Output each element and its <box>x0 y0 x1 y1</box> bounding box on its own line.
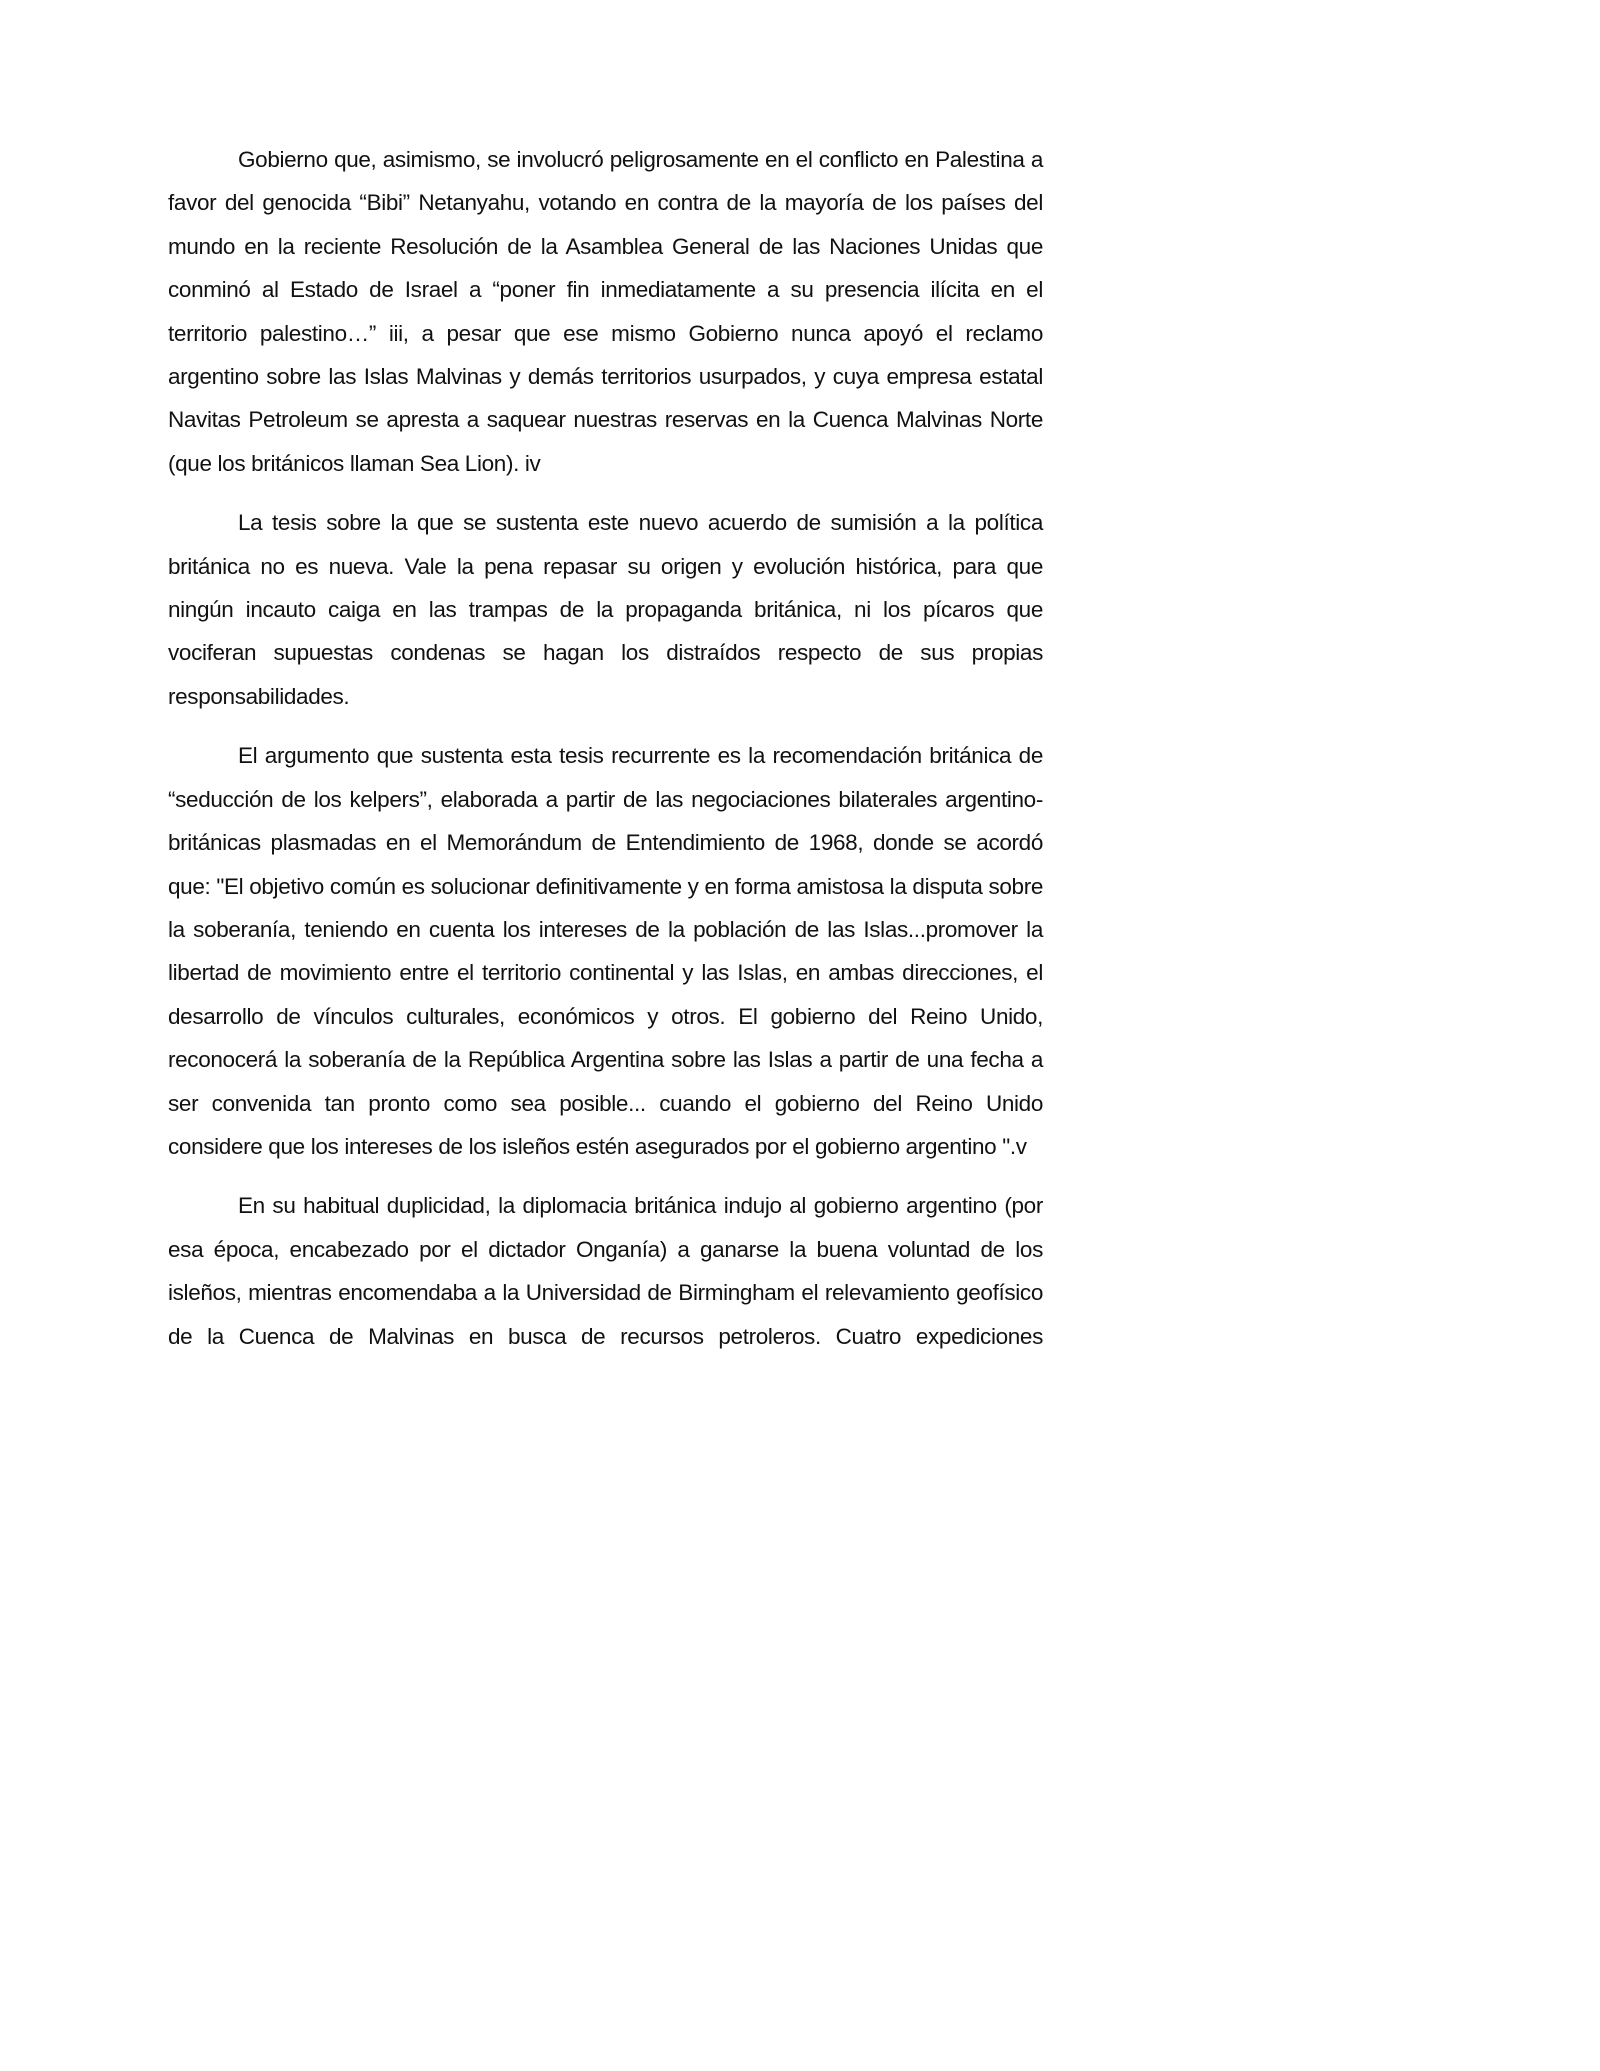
paragraph-gobierno-palestina: Gobierno que, asimismo, se involucró peligrosamente en el conflicto en Palestina a favor del genocida “Bibi” Netanyahu, votando en contra de la mayoría de los países del mundo en la reciente Resolución de la Asamblea General de las Naciones Unidas que conminó al Estado de Israel a “poner fin inmediatamente a su presencia ilícita en el territorio palestino…” iii, a pesar que ese mismo Gobierno nunca apoyó el reclamo argentino sobre las Islas Malvinas y demás territorios usurpados, y cuya empresa estatal Navitas Petroleum se apresta a saquear nuestras reservas en la Cuenca Malvinas Norte (que los británicos llaman Sea Lion). iv <box>168 147 1043 476</box>
paragraph-duplicidad-britanica: En su habitual duplicidad, la diplomacia británica indujo al gobierno argentino (por esa época, encabezado por el dictador Onganía) a ganarse la buena voluntad de los isleños, mientras encomendaba a la Universidad de Birmingham el relevamiento geofísico de la Cuenca de Malvinas en busca de recursos petroleros. Cuatro expediciones <box>168 1193 1043 1349</box>
document-page <box>168 138 1043 1374</box>
paragraph-tesis-sumision: La tesis sobre la que se sustenta este nuevo acuerdo de sumisión a la política británica no es nueva. Vale la pena repasar su origen y evolución histórica, para que ningún incauto caiga en las trampas de la propaganda británica, ni los pícaros que vociferan supuestas condenas se hagan los distraídos respecto de sus propias responsabilidades. <box>168 510 1043 709</box>
paragraph-seduccion-kelpers: El argumento que sustenta esta tesis recurrente es la recomendación británica de “seducción de los kelpers”, elaborada a partir de las negociaciones bilaterales argentino-británicas plasmadas en el Memorándum de Entendimiento de 1968, donde se acordó que: "El objetivo común es solucionar definitivamente y en forma amistosa la disputa sobre la soberanía, teniendo en cuenta los intereses de la población de las Islas...promover la libertad de movimiento entre el territorio continental y las Islas, en ambas direcciones, el desarrollo de vínculos culturales, económicos y otros. El gobierno del Reino Unido, reconocerá la soberanía de la República Argentina sobre las Islas a partir de una fecha a ser convenida tan pronto como sea posible... cuando el gobierno del Reino Unido considere que los intereses de los isleños estén asegurados por el gobierno argentino ".v <box>168 743 1043 1159</box>
